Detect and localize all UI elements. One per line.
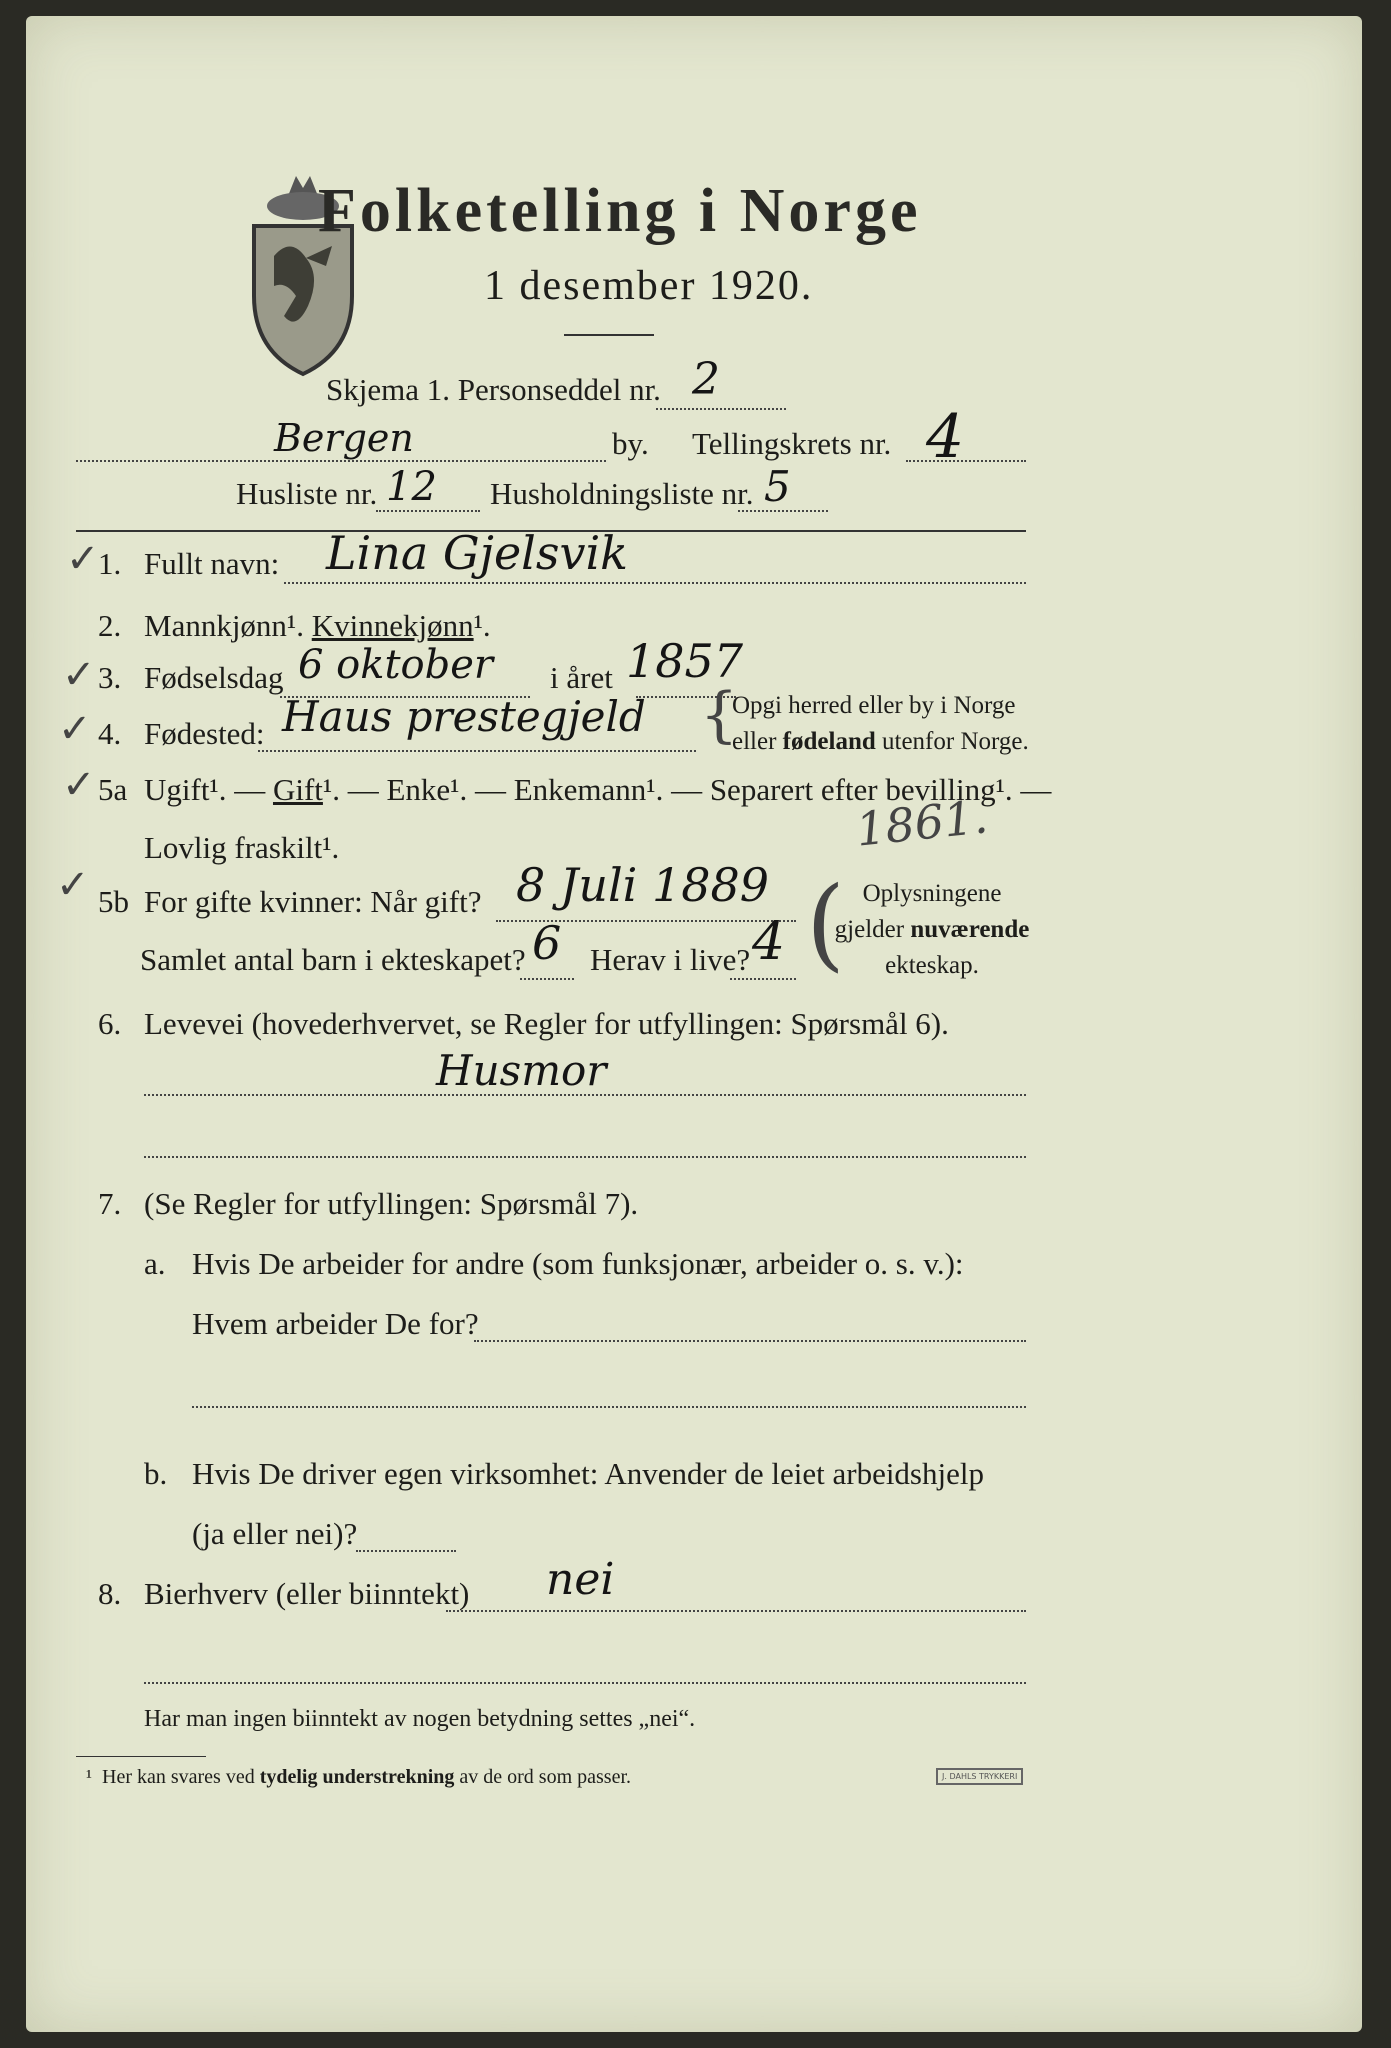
q3-label: Fødselsdag [144, 660, 284, 695]
q5b-alive-field[interactable] [730, 978, 796, 980]
census-date: 1 desember 1920. [484, 263, 814, 309]
schema-label: Skjema 1. Personseddel nr. [326, 372, 661, 407]
q6-label: Levevei (hovederhvervet, se Regler for utfyllingen: Spørsmål 6). [144, 1006, 949, 1041]
q5b-value: 8 Juli 1889 [516, 858, 770, 912]
q5a-rest[interactable]: ¹. — Enke¹. — Enkemann¹. — Separert efter bevilling¹. — [322, 772, 1052, 807]
q7a-field[interactable] [474, 1340, 1026, 1342]
q2-female-option[interactable]: Kvinnekjønn [311, 608, 474, 643]
q7a-letter: a. [144, 1246, 166, 1281]
q7-label: (Se Regler for utfyllingen: Spørsmål 7). [144, 1186, 639, 1221]
q5b-label: For gifte kvinner: Når gift? [144, 884, 482, 919]
q4-number: 4. [98, 716, 122, 751]
q8-field-line2[interactable] [144, 1682, 1026, 1684]
q4-label: Fødested: [144, 716, 265, 751]
hushold-value: 5 [764, 462, 791, 511]
q6-field-line2[interactable] [144, 1156, 1026, 1158]
q1-field[interactable] [284, 582, 1026, 584]
q2-female-suffix: ¹. [473, 608, 491, 643]
q4-brace: { [700, 680, 739, 750]
q5b-number: 5b [98, 884, 129, 919]
krets-value: 4 [926, 402, 965, 472]
schema-value: 2 [692, 354, 720, 405]
city-field[interactable] [76, 460, 606, 462]
checkmark-icon: ✓ [62, 652, 96, 698]
q8-value: nei [546, 1554, 615, 1605]
q4-value: Haus prestegjeld [282, 692, 646, 741]
q5b-note: Oplysningene gjelder nuværende ekteskap. [834, 880, 1030, 979]
checkmark-icon: ✓ [66, 536, 100, 582]
checkmark-icon: ✓ [58, 706, 92, 752]
printer-stamp: J. DAHLS TRYKKERI [936, 1768, 1023, 1785]
q3-number: 3. [98, 660, 122, 695]
q6-number: 6. [98, 1006, 122, 1041]
schema-field[interactable] [656, 408, 786, 410]
checkmark-icon: ✓ [56, 862, 90, 908]
q1-label: Fullt navn: [144, 546, 280, 581]
city-value: Bergen [274, 416, 414, 460]
husliste-value: 12 [386, 464, 437, 510]
q5b-alive-label: Herav i live? [590, 942, 751, 977]
q4-note [732, 688, 1029, 760]
q7a-field-line2[interactable] [192, 1406, 1026, 1408]
q5b-brace: ( [806, 865, 846, 982]
q5b-children-value: 6 [532, 916, 562, 970]
q4-note-line2: eller fødeland utenfor Norge. [732, 728, 1029, 755]
footnote: ¹ Her kan svares ved tydelig understrekning av de ord som passer. [86, 1766, 632, 1788]
q1-value: Lina Gjelsvik [326, 526, 629, 580]
checkmark-icon: ✓ [62, 762, 96, 808]
census-form [26, 16, 1362, 2032]
q4-note-line1: Opgi herred eller by i Norge [732, 692, 1016, 719]
q7b-line2: (ja eller nei)? [192, 1516, 358, 1551]
q7b-field[interactable] [356, 1550, 456, 1552]
q7b-line1: Hvis De driver egen virksomhet: Anvender de leiet arbeidshjelp [192, 1456, 984, 1491]
q8-label: Bierhverv (eller biinntekt) [144, 1576, 470, 1611]
q7a-line2: Hvem arbeider De for? [192, 1306, 479, 1341]
q3-year-value: 1857 [626, 634, 744, 688]
krets-field[interactable] [906, 460, 1026, 462]
q5a-gift[interactable]: Gift [272, 772, 323, 807]
q3-value: 6 oktober [298, 642, 494, 688]
q4-field[interactable] [258, 750, 696, 752]
q1-number: 1. [98, 546, 122, 581]
q8-field[interactable] [446, 1610, 1026, 1612]
q7a-line1: Hvis De arbeider for andre (som funksjonær, arbeider o. s. v.): [192, 1246, 964, 1281]
q5a-margin-note: 1861. [853, 789, 991, 857]
city-suffix: by. [612, 426, 649, 461]
title-divider [564, 334, 654, 336]
q6-value: Husmor [436, 1046, 607, 1095]
q2-male-option[interactable]: Mannkjønn¹. [144, 608, 304, 643]
q7b-letter: b. [144, 1456, 168, 1491]
q5a-line2[interactable]: Lovlig fraskilt¹. [144, 830, 340, 865]
q5b-children-field[interactable] [520, 978, 574, 980]
form-title: Folketelling i Norge [318, 177, 922, 245]
q7-number: 7. [98, 1186, 122, 1221]
q8-number: 8. [98, 1576, 122, 1611]
q3-year-label: i året [550, 660, 613, 695]
footnote-rule [76, 1756, 206, 1757]
husliste-label: Husliste nr. [236, 476, 378, 511]
q5b-alive-value: 4 [752, 912, 786, 972]
q2-number: 2. [98, 608, 122, 643]
footer-note: Har man ingen biinntekt av nogen betydning settes „nei“. [144, 1706, 696, 1732]
q5a-number: 5a [98, 772, 128, 807]
q2-options [144, 608, 491, 644]
q5b-children-label: Samlet antal barn i ekteskapet? [140, 942, 526, 977]
krets-label: Tellingskrets nr. [692, 426, 892, 461]
husliste-field[interactable] [376, 510, 480, 512]
q5a-ugift[interactable]: Ugift¹. — [144, 772, 273, 807]
hushold-label: Husholdningsliste nr. [490, 476, 754, 511]
